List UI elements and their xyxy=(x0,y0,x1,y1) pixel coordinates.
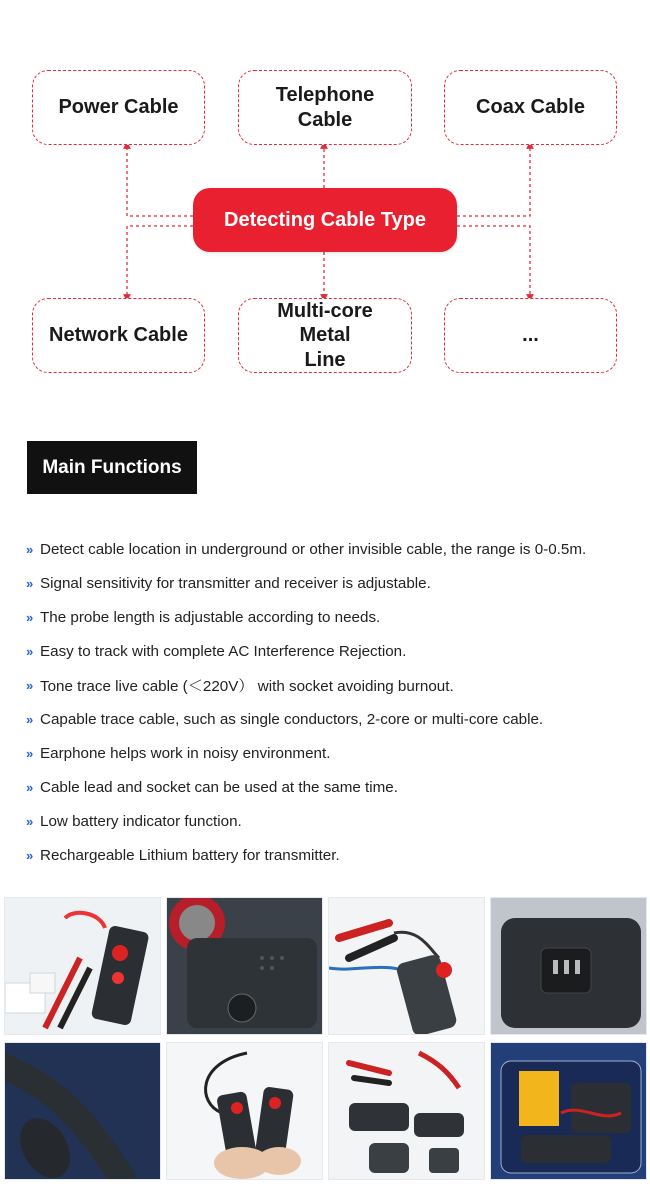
detecting-cable-type-pill: Detecting Cable Type xyxy=(193,188,457,252)
cable-type-diagram xyxy=(0,0,650,400)
chevron-right-icon: » xyxy=(26,779,34,795)
chevron-right-icon: » xyxy=(26,711,34,727)
list-item-text: Signal sensitivity for transmitter and receiver is adjustable. xyxy=(40,574,431,592)
main-functions-heading: Main Functions xyxy=(27,441,197,494)
chevron-right-icon: » xyxy=(26,813,34,829)
list-item-text: Capable trace cable, such as single conductors, 2-core or multi-core cable. xyxy=(40,710,544,728)
list-item xyxy=(26,566,646,600)
list-item-text: Cable lead and socket can be used at the same time. xyxy=(40,778,398,796)
list-item xyxy=(26,532,646,566)
list-item-text: Low battery indicator function. xyxy=(40,812,242,830)
functions-list xyxy=(26,532,646,872)
list-item xyxy=(26,600,646,634)
list-item xyxy=(26,668,646,702)
list-item-text: Detect cable location in underground or other invisible cable, the range is 0-0.5m. xyxy=(40,540,587,558)
list-item xyxy=(26,634,646,668)
cable-type-label: Coax Cable xyxy=(476,96,585,119)
product-photo-gallery xyxy=(4,897,648,1199)
list-item xyxy=(26,736,646,770)
cable-type-label: ... xyxy=(522,324,539,347)
chevron-right-icon: » xyxy=(26,575,34,591)
receiver-with-usb-charger-photo xyxy=(4,897,161,1035)
chevron-right-icon: » xyxy=(26,745,34,761)
cable-type-label: Power Cable xyxy=(58,96,179,119)
transmitter-with-clips-photo xyxy=(328,897,485,1035)
carrying-case-photo xyxy=(490,1042,647,1180)
list-item xyxy=(26,770,646,804)
power-adapter-photo xyxy=(490,897,647,1035)
cable-type-label: Telephone Cable xyxy=(275,84,375,131)
cable-type-label: Network Cable xyxy=(49,324,188,347)
cable-type-box-multicore xyxy=(238,298,412,373)
cable-type-box-coax xyxy=(444,70,617,145)
probe-tip-photo xyxy=(4,1042,161,1180)
cable-type-label: Multi-core Metal Line xyxy=(277,299,373,371)
list-item-text: Earphone helps work in noisy environment. xyxy=(40,744,331,762)
list-item-text: The probe length is adjustable according to needs. xyxy=(40,608,381,626)
list-item xyxy=(26,804,646,838)
chevron-right-icon: » xyxy=(26,677,34,693)
chevron-right-icon: » xyxy=(26,643,34,659)
list-item-text: Tone trace live cable (＜220V） with socket avoiding burnout. xyxy=(40,677,454,695)
chevron-right-icon: » xyxy=(26,541,34,557)
cable-type-box-telephone xyxy=(238,70,412,145)
cable-type-box-more xyxy=(444,298,617,373)
chevron-right-icon: » xyxy=(26,847,34,863)
cable-type-box-power xyxy=(32,70,205,145)
list-item-text: Easy to track with complete AC Interference Rejection. xyxy=(40,642,407,660)
list-item-text: Rechargeable Lithium battery for transmitter. xyxy=(40,846,340,864)
transmitter-closeup-photo xyxy=(166,897,323,1035)
cable-type-box-network xyxy=(32,298,205,373)
kit-accessories-photo xyxy=(328,1042,485,1180)
hands-holding-tester-photo xyxy=(166,1042,323,1180)
list-item xyxy=(26,838,646,872)
list-item xyxy=(26,702,646,736)
chevron-right-icon: » xyxy=(26,609,34,625)
